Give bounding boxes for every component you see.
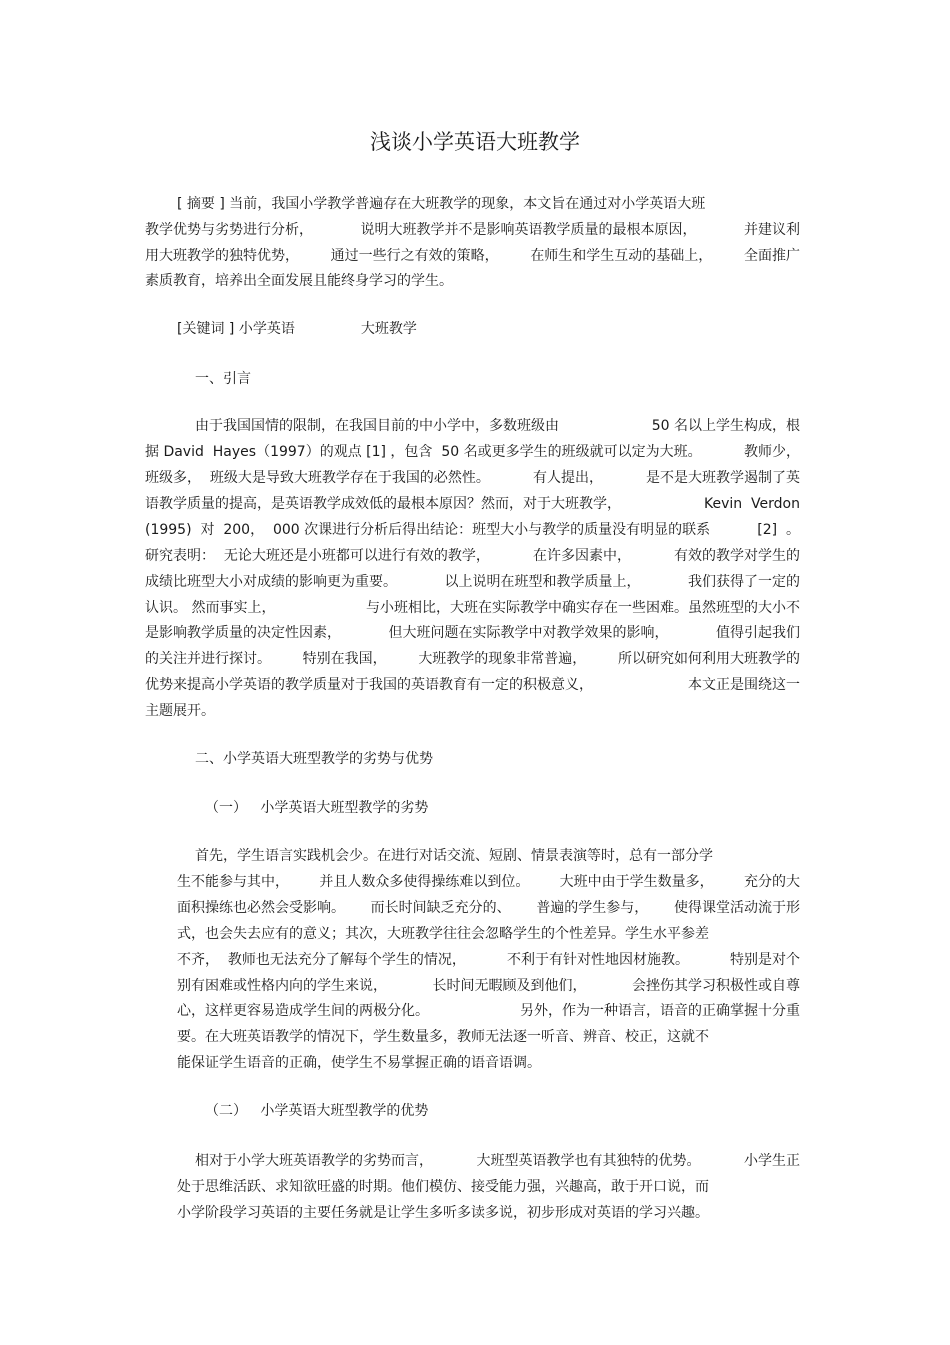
sub1-text: 首先，学生语言实践机会少。在进行对话交流、短剧、情景表演等时，总有一部分学 xyxy=(195,848,713,864)
abstract-line xyxy=(177,193,705,215)
sub1-text: 不齐， 教师也无法充分了解每个学生的情况， xyxy=(177,952,466,968)
sub1-line xyxy=(177,975,800,997)
section1-line xyxy=(145,700,215,722)
sub1-text: 大班中由于学生数量多， xyxy=(559,874,714,890)
sub1-text: 别有困难或性格内向的学生来说， xyxy=(177,978,387,994)
section1-line xyxy=(195,415,800,437)
sub1-text: 而长时间缺乏充分的、 xyxy=(370,900,511,916)
section1-text: 与小班相比，大班在实际教学中确实存在一些困难。虽然班型的大小不 xyxy=(366,600,800,616)
section1-text: 据 David Hayes（1997）的观点 [1] ，包含 50 名或更多学生的班级就可以定为大班。 xyxy=(145,444,702,460)
abstract-text: 通过一些行之有效的策略， xyxy=(330,248,499,264)
abstract-text: 教学优势与劣势进行分析， xyxy=(145,222,313,238)
sub1-text: 要。在大班英语教学的情况下，学生数量多，教师无法逐一听音、辨音、校正，这就不 xyxy=(177,1029,709,1045)
section1-text: 是不是大班教学遏制了英 xyxy=(646,470,800,486)
keyword: 大班教学 xyxy=(360,321,417,337)
section1-text: [2] 。 xyxy=(757,522,800,538)
section-heading: 一、引言 xyxy=(195,371,251,387)
section1-line xyxy=(145,519,800,541)
section1-text: 是影响教学质量的决定性因素， xyxy=(145,625,341,641)
section1-text: 成绩比班型大小对成绩的影响更为重要。 xyxy=(145,574,397,590)
sub1-text: 不利于有针对性地因材施教。 xyxy=(506,952,689,968)
section1-line xyxy=(145,493,800,515)
abstract-text: 全面推广 xyxy=(743,248,800,264)
section1-text: 以上说明在班型和教学质量上， xyxy=(444,574,641,590)
section-heading: 二、小学英语大班型教学的劣势与优势 xyxy=(195,751,433,767)
section1-text: 但大班问题在实际教学中对教学效果的影响， xyxy=(388,625,669,641)
section1-text: 我们获得了一定的 xyxy=(688,574,800,590)
section1-text: 研究表明： 无论大班还是小班都可以进行有效的教学， xyxy=(145,548,490,564)
section1-line xyxy=(145,622,800,644)
sub1-line xyxy=(195,845,713,867)
abstract-line xyxy=(145,270,453,292)
sub1-text: 普遍的学生参与， xyxy=(536,900,649,916)
section1-text: 教师少， xyxy=(744,444,800,460)
sub2-line xyxy=(177,1202,709,1224)
sub1-line xyxy=(177,871,800,893)
section1-text: 特别在我国， xyxy=(302,651,387,667)
section1-text: 在许多因素中， xyxy=(532,548,631,564)
sub1-text: 生不能参与其中， xyxy=(177,874,289,890)
section1-line xyxy=(145,545,800,567)
subsection-heading: （二） 小学英语大班型教学的优势 xyxy=(205,1103,429,1119)
section1-text: 有人提出， xyxy=(532,470,603,486)
section1-text: 本文正是围绕这一 xyxy=(688,677,800,693)
section1-text: 优势来提高小学英语的教学质量对于我国的英语教育有一定的积极意义， xyxy=(145,677,593,693)
sub2-text: 大班型英语教学也有其独特的优势。 xyxy=(476,1153,701,1169)
section1-line xyxy=(145,597,800,619)
keyword: [关键词 ] 小学英语 xyxy=(177,321,295,337)
section1-line xyxy=(145,441,800,463)
sub1-text: 并且人数众多使得操练难以到位。 xyxy=(319,874,530,890)
sub1-line xyxy=(177,1052,541,1074)
section1-text: Kevin Verdon xyxy=(704,496,800,512)
section1-line xyxy=(145,571,800,593)
sub1-text: 充分的大 xyxy=(743,874,800,890)
section1-line xyxy=(145,467,800,489)
sub1-line xyxy=(177,1026,709,1048)
sub2-line xyxy=(195,1150,800,1172)
section1-text: 所以研究如何利用大班教学的 xyxy=(617,651,800,667)
sub1-text: 长时间无暇顾及到他们， xyxy=(432,978,587,994)
abstract-line xyxy=(145,219,800,241)
sub1-text: 式，也会失去应有的意义；其次，大班教学往往会忽略学生的个性差异。学生水平参差 xyxy=(177,926,709,942)
sub1-text: 另外，作为一种语言，语音的正确掌握十分重 xyxy=(520,1003,800,1019)
section1-text: 由于我国国情的限制，在我国目前的中小学中，多数班级由 xyxy=(195,418,559,434)
section1-text: 50 名以上学生构成，根 xyxy=(651,418,800,434)
sub2-text: 小学生正 xyxy=(744,1153,800,1169)
abstract-text: 在师生和学生互动的基础上， xyxy=(530,248,713,264)
section1-text: 语教学质量的提高，是英语教学成效低的最根本原因？然而，对于大班教学， xyxy=(145,496,621,512)
section1-line xyxy=(145,674,800,696)
section1-text: 认识。 然而事实上， xyxy=(145,600,276,616)
section1-text: 大班教学的现象非常普遍， xyxy=(418,651,587,667)
sub1-text: 面积操练也必然会受影响。 xyxy=(177,900,345,916)
section1-text: 的关注并进行探讨。 xyxy=(145,651,271,667)
section1-line xyxy=(145,648,800,670)
abstract-line xyxy=(145,245,800,267)
section1-text: 值得引起我们 xyxy=(716,625,800,641)
abstract-text: 并建议利 xyxy=(744,222,800,238)
abstract-text: 说明大班教学并不是影响英语教学质量的最根本原因， xyxy=(360,222,697,238)
sub1-text: 使得课堂活动流于形 xyxy=(673,900,800,916)
subsection-heading: （一） 小学英语大班型教学的劣势 xyxy=(205,800,429,816)
sub2-line xyxy=(177,1176,709,1198)
sub1-line xyxy=(177,923,709,945)
sub1-text: 特别是对个 xyxy=(730,952,800,968)
section1-text: 主题展开。 xyxy=(145,703,215,719)
sub1-text: 会挫伤其学习积极性或自尊 xyxy=(632,978,800,994)
abstract-text: [ 摘要 ] 当前，我国小学教学普遍存在大班教学的现象，本文旨在通过对小学英语大班 xyxy=(177,196,706,212)
sub1-line xyxy=(177,1000,800,1022)
keywords-line xyxy=(177,318,417,340)
abstract-text: 用大班教学的独特优势， xyxy=(145,248,299,264)
abstract-text: 素质教育，培养出全面发展且能终身学习的学生。 xyxy=(145,273,453,289)
sub1-line xyxy=(177,949,800,971)
sub1-text: 能保证学生语音的正确，使学生不易掌握正确的语音语调。 xyxy=(177,1055,541,1071)
sub2-text: 处于思维活跃、求知欲旺盛的时期。他们模仿、接受能力强，兴趣高，敢于开口说，而 xyxy=(177,1179,709,1195)
section1-text: (1995) 对 200， 000 次课进行分析后得出结论：班型大小与教学的质量没有明显的联系 xyxy=(145,522,711,538)
sub2-text: 小学阶段学习英语的主要任务就是让学生多听多读多说，初步形成对英语的学习兴趣。 xyxy=(177,1205,709,1221)
section1-text: 班级多， 班级大是导致大班教学存在于我国的必然性。 xyxy=(145,470,490,486)
sub2-text: 相对于小学大班英语教学的劣势而言， xyxy=(195,1153,433,1169)
document-title: 浅谈小学英语大班教学 xyxy=(370,130,580,154)
sub1-line xyxy=(177,897,800,919)
sub1-text: 心，这样更容易造成学生间的两极分化。 xyxy=(177,1003,429,1019)
section1-text: 有效的教学对学生的 xyxy=(674,548,800,564)
